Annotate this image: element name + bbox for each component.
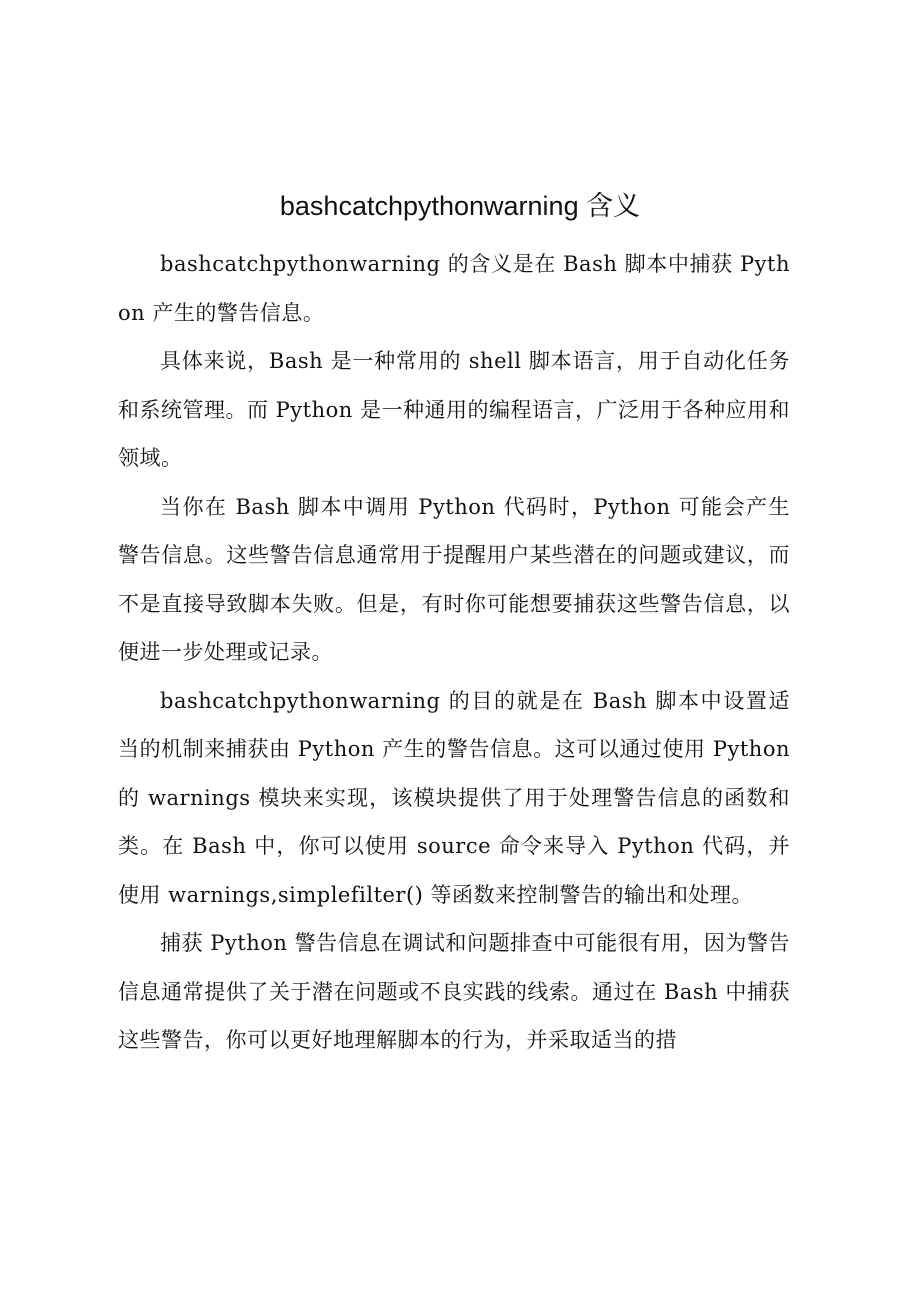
document-title: bashcatchpythonwarning 含义: [279, 191, 641, 221]
paragraph-purpose: bashcatchpythonwarning 的目的就是在 Bash 脚本中设置适当的机制来捕获由 Python 产生的警告信息。这可以通过使用 Python 的 warnings 模块来实现，该模块提供了用于处理警告信息的函数和类。在 Bash 中，你可以使用 source 命令来导入 Python 代码，并使用 warnings,simplefilter() 等函数来控制警告的输出和处理。: [118, 688, 790, 907]
document-body: [118, 240, 790, 1065]
paragraph-warnings: 当你在 Bash 脚本中调用 Python 代码时，Python 可能会产生警告信息。这些警告信息通常用于提醒用户某些潜在的问题或建议，而不是直接导致脚本失败。但是，有时你可能想要捕获这些警告信息，以便进一步处理或记录。: [118, 494, 790, 664]
paragraph-usefulness: 捕获 Python 警告信息在调试和问题排查中可能很有用，因为警告信息通常提供了关于潜在问题或不良实践的线索。通过在 Bash 中捕获这些警告，你可以更好地理解脚本的行为，并采取适当的措: [118, 931, 790, 1052]
paragraph-intro: bashcatchpythonwarning 的含义是在 Bash 脚本中捕获 Python 产生的警告信息。: [118, 252, 790, 325]
paragraph-bash-python: 具体来说，Bash 是一种常用的 shell 脚本语言，用于自动化任务和系统管理。而 Python 是一种通用的编程语言，广泛用于各种应用和领域。: [118, 349, 790, 470]
